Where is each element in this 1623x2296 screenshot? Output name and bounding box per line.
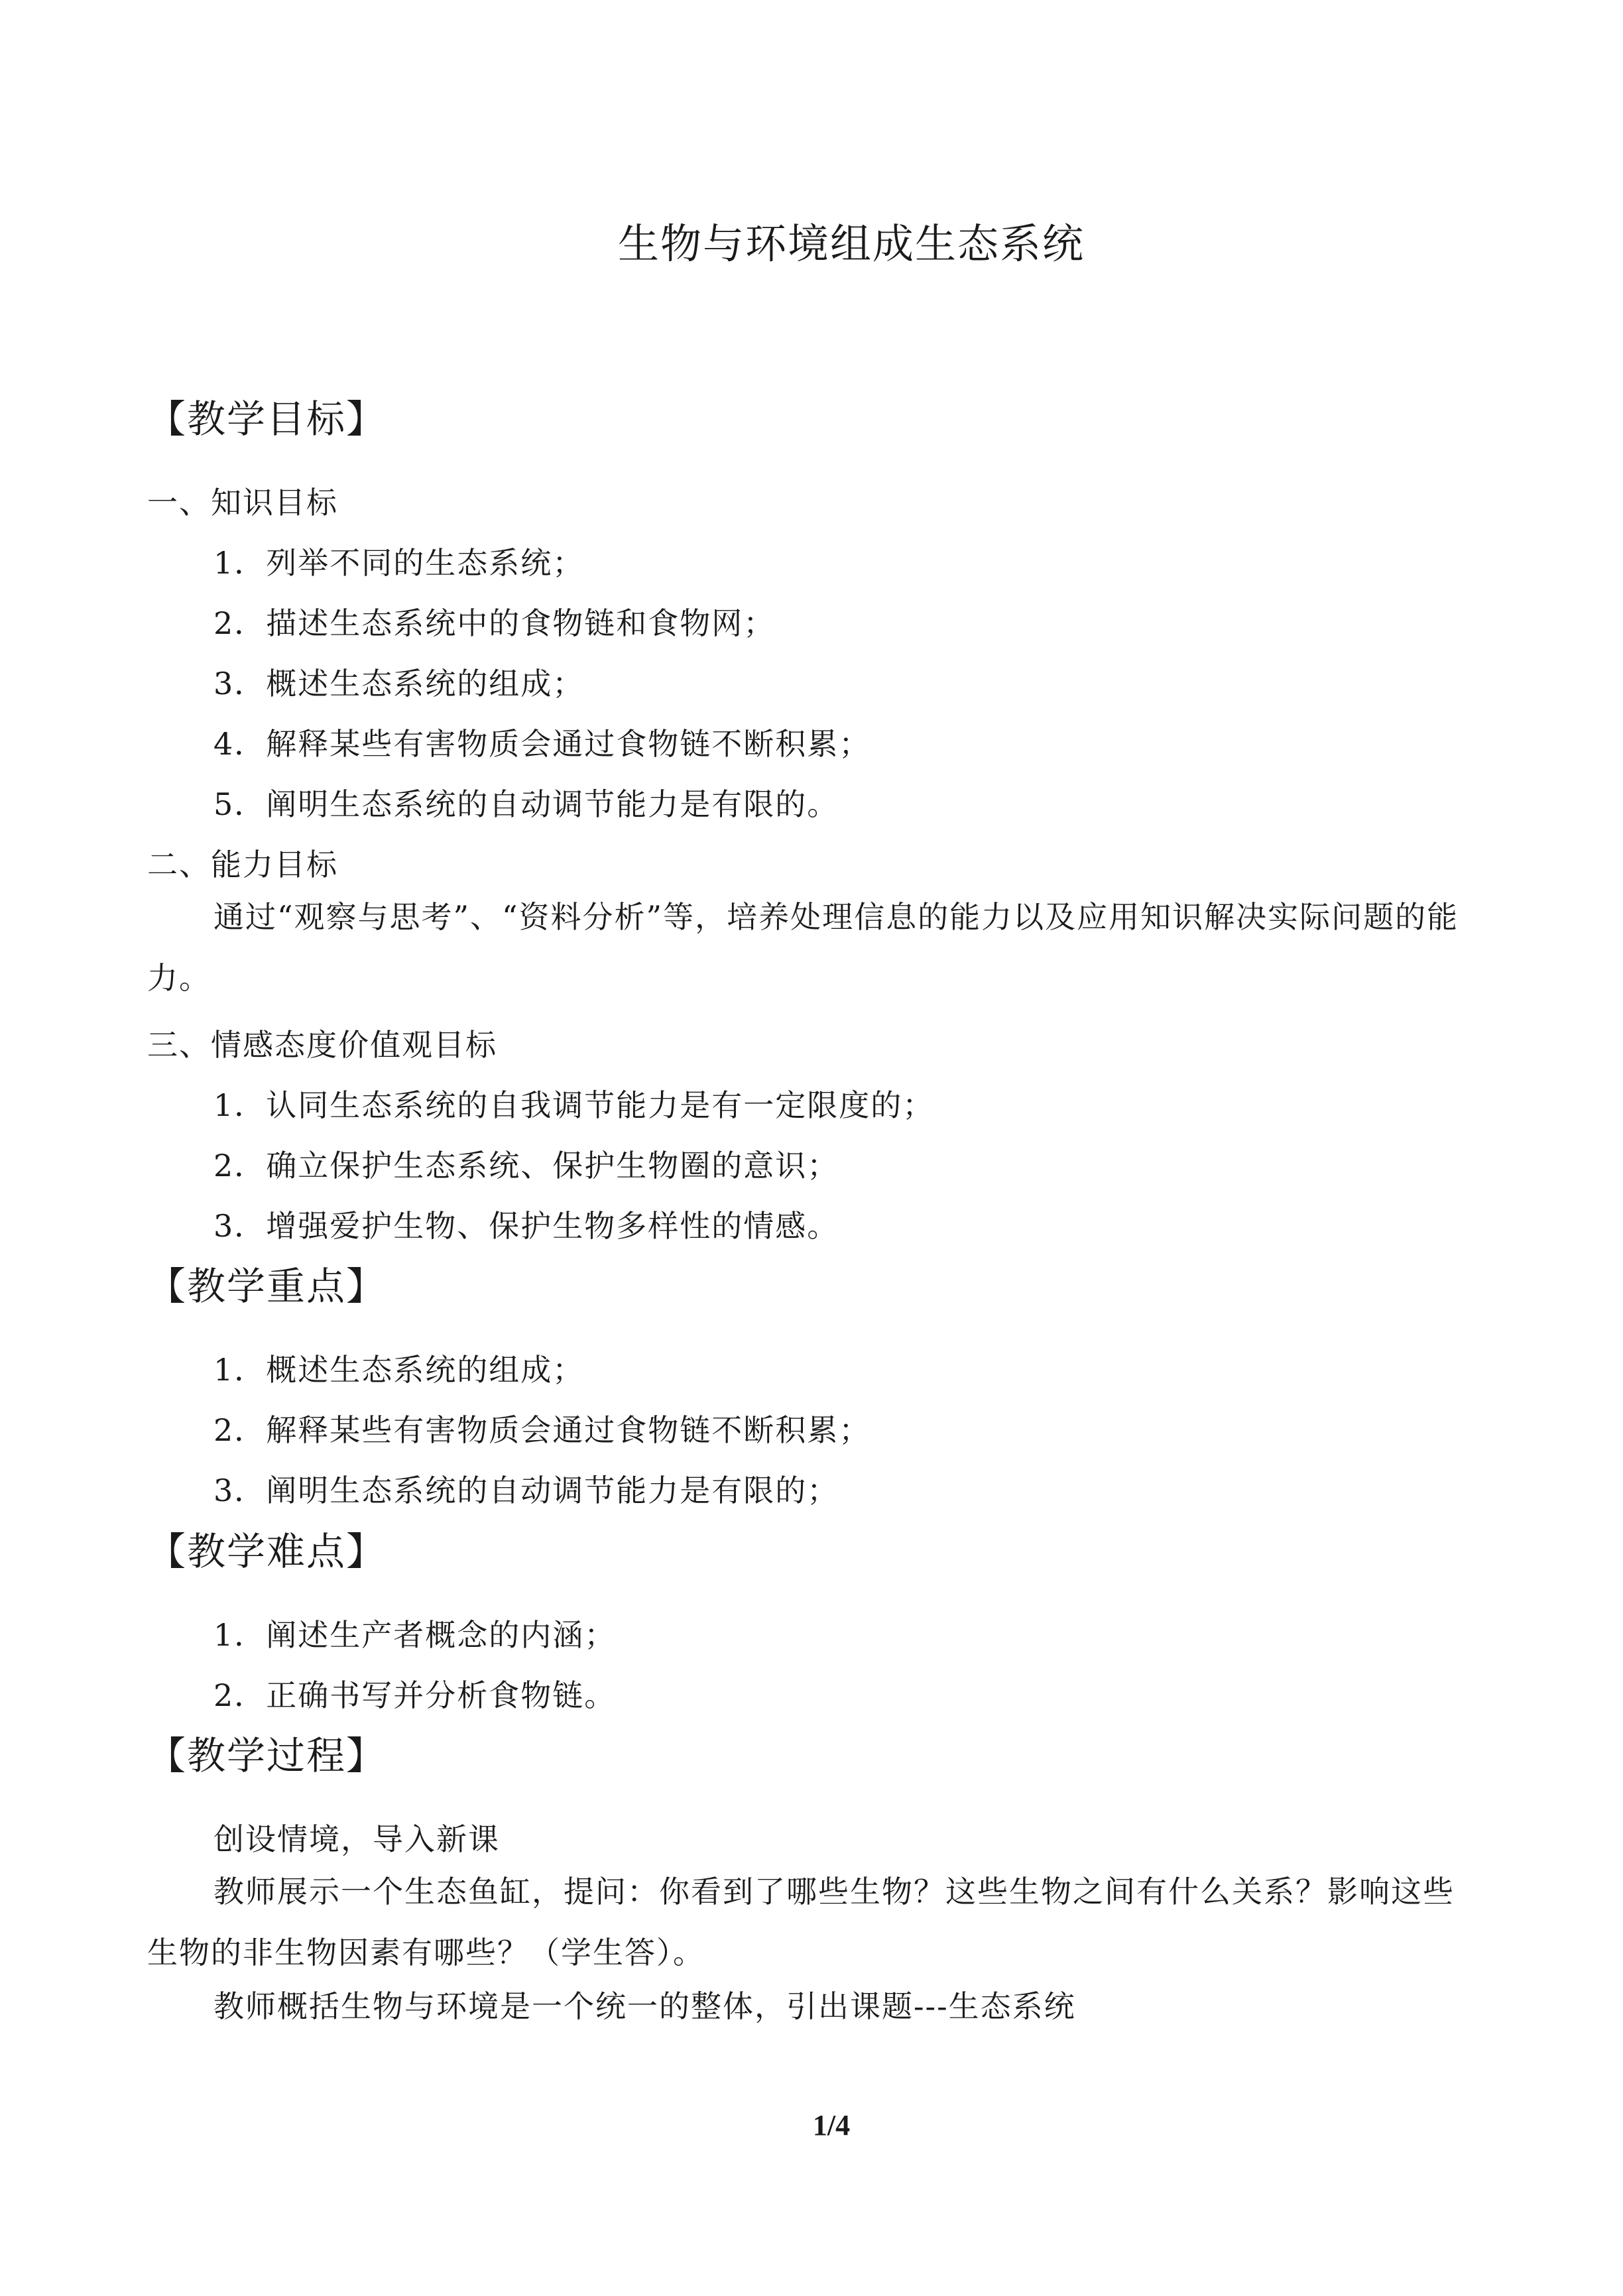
list-item: 2．解释某些有害物质会通过食物链不断积累； (213, 1412, 871, 1448)
list-item: 5．阐明生态系统的自动调节能力是有限的。 (213, 786, 839, 822)
list-item: 3．阐明生态系统的自动调节能力是有限的； (213, 1473, 839, 1508)
process-intro: 创设情境，导入新课 (213, 1821, 500, 1857)
knowledge-objectives-label: 一、知识目标 (147, 485, 338, 520)
list-item: 2．确立保护生态系统、保护生物圈的意识； (213, 1148, 839, 1183)
section-heading-difficulties: 【教学难点】 (147, 1529, 387, 1574)
list-item: 1．认同生态系统的自我调节能力是有一定限度的； (213, 1087, 935, 1123)
list-item: 2．描述生态系统中的食物链和食物网； (213, 605, 776, 641)
page-number: 1/4 (812, 2109, 851, 2142)
list-item: 1．阐述生产者概念的内涵； (213, 1617, 617, 1653)
page-title: 生物与环境组成生态系统 (617, 219, 1085, 268)
process-paragraph: 教师展示一个生态鱼缸，提问：你看到了哪些生物？这些生物之间有什么关系？影响这些生物的非生物因素有哪些？（学生答）。 (147, 1874, 1455, 1970)
list-item: 3．增强爱护生物、保护生物多样性的情感。 (213, 1208, 839, 1244)
list-item: 3．概述生态系统的组成； (213, 666, 585, 701)
section-heading-objectives: 【教学目标】 (147, 396, 387, 442)
list-item: 1．列举不同的生态系统； (213, 545, 585, 581)
list-item: 4．解释某些有害物质会通过食物链不断积累； (213, 726, 871, 762)
list-item: 1．概述生态系统的组成； (213, 1352, 585, 1388)
section-heading-process: 【教学过程】 (147, 1733, 387, 1778)
process-paragraph: 教师概括生物与环境是一个统一的整体，引出课题---生态系统 (213, 1988, 1076, 2024)
ability-objectives-label: 二、能力目标 (147, 847, 338, 882)
emotion-objectives-label: 三、情感态度价值观目标 (147, 1027, 497, 1063)
list-item: 2．正确书写并分析食物链。 (213, 1677, 617, 1713)
section-heading-key-points: 【教学重点】 (147, 1264, 387, 1309)
ability-objectives-text: 通过“观察与思考”、“资料分析”等，培养处理信息的能力以及应用知识解决实际问题的能力。 (147, 899, 1459, 996)
